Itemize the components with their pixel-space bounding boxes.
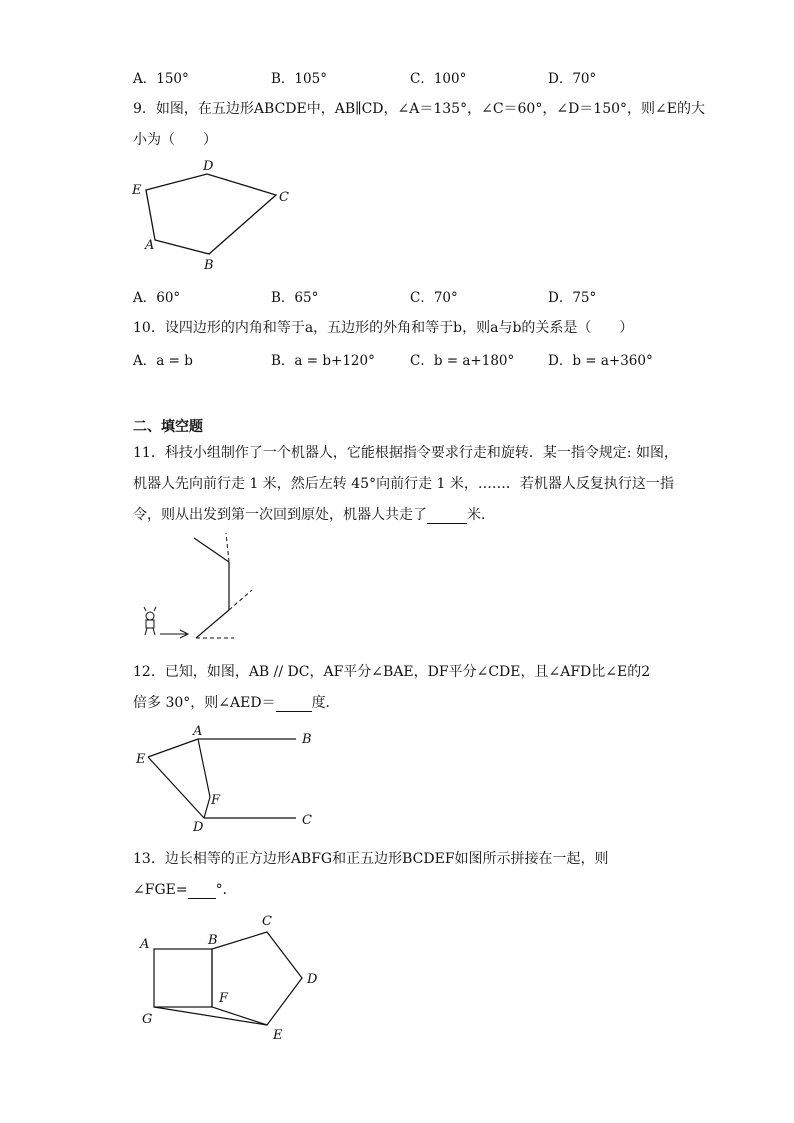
q11-stem-line1: 11．科技小组制作了一个机器人，它能根据指令要求行走和旋转．某一指令规定: 如图， — [133, 445, 678, 461]
q9-option-d: D．75° — [548, 290, 597, 306]
label-d: D — [307, 972, 318, 987]
q12-text-b: 度． — [311, 695, 340, 711]
label-d: D — [193, 820, 204, 835]
label-f: F — [219, 991, 229, 1006]
section-title-fill-in: 二、填空题 — [133, 419, 203, 435]
q11-text-b: 米． — [467, 507, 495, 523]
label-c: C — [302, 813, 312, 828]
q10-option-d: D．b = a+360° — [548, 353, 653, 369]
q10-option-b: B．a = b+120° — [271, 353, 375, 369]
q9-stem-line2: 小为（ ） — [133, 132, 217, 148]
q9-option-b: B．65° — [271, 290, 319, 306]
pentagon-bcdef — [212, 932, 302, 1025]
q8-option-b: B．105° — [271, 71, 327, 87]
q11-stem-line2: 机器人先向前行走 1 米，然后左转 45°向前行走 1 米，……．若机器人反复执行这一指 — [133, 476, 674, 492]
square-abfg — [154, 949, 212, 1007]
label-b: B — [208, 933, 218, 948]
label-e: E — [132, 183, 142, 198]
label-c: C — [279, 190, 289, 205]
q13-stem-line1: 13．边长相等的正方边形ABFG和正五边形BCDEF如图所示拼接在一起，则 — [133, 851, 609, 867]
label-d: D — [203, 159, 214, 174]
label-a: A — [193, 724, 203, 739]
q8-option-d: D．70° — [548, 71, 597, 87]
q10-stem: 10．设四边形的内角和等于a，五边形的外角和等于b，则a与b的关系是（ ） — [133, 320, 634, 336]
q9-option-a: A．60° — [133, 290, 181, 306]
label-e: E — [273, 1028, 283, 1043]
label-g: G — [142, 1012, 153, 1027]
q8-option-c: C．100° — [410, 71, 467, 87]
q12-text-a: 倍多 30°，则∠AED＝ — [133, 695, 276, 711]
label-c: C — [262, 914, 272, 929]
q13-text-a: ∠FGE= — [133, 882, 188, 898]
q10-option-c: C．b = a+180° — [410, 353, 515, 369]
label-b: B — [302, 732, 312, 747]
label-a: A — [145, 238, 155, 253]
q9-option-c: C．70° — [410, 290, 458, 306]
q9-stem-line1: 9．如图，在五边形ABCDE中，AB∥CD，∠A＝135°，∠C＝60°，∠D＝150°，则∠E的大 — [133, 101, 705, 117]
label-a: A — [140, 937, 150, 952]
q10-option-a: A．a = b — [133, 353, 193, 369]
q12-stem-line1: 12．已知，如图，AB // DC，AF平分∠BAE，DF平分∠CDE，且∠AFD比∠E的2 — [133, 664, 651, 680]
q8-option-a: A．150° — [133, 71, 189, 87]
q13-text-b: °． — [215, 882, 237, 898]
q11-text-a: 令，则从出发到第一次回到原处，机器人共走了 — [133, 507, 427, 523]
label-e: E — [136, 752, 146, 767]
label-b: B — [204, 258, 214, 273]
label-f: F — [211, 793, 221, 808]
